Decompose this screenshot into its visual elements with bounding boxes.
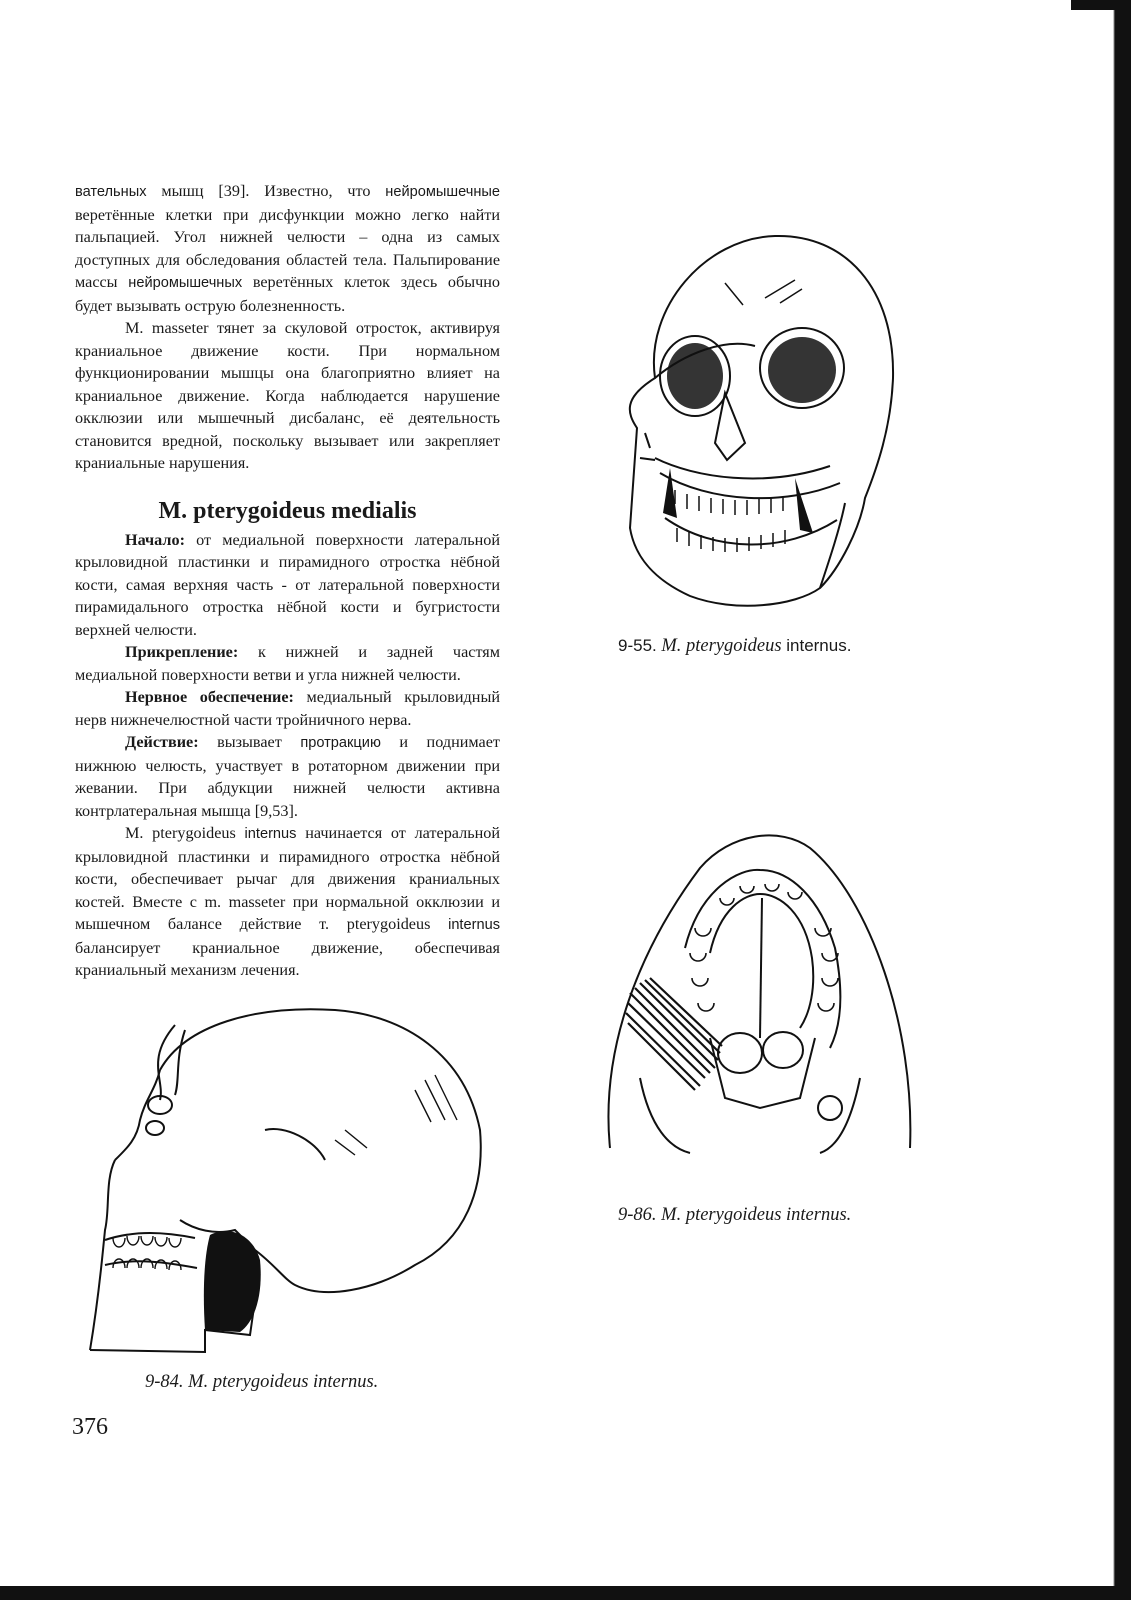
text-run: нейромышечных [128, 275, 243, 291]
text-run: вательных [75, 184, 147, 200]
intro-paragraph [75, 180, 500, 317]
figure-skull-inferior [600, 828, 920, 1173]
figure-caption-84: 9-84. M. pterygoideus internus. [145, 1372, 379, 1392]
figure-caption-86: 9-86. M. pterygoideus internus. [618, 1205, 852, 1225]
text-run: начинается от латеральной крыловидной пластинки и пирамидного отростка нёбной кости, обеспечивает рычаг для движения краниальных костей. Вместе с m. masseter при нормальной окклюзии и мышечном балансе действие т. pterygoideus [75, 824, 500, 933]
text-run: Действие: [125, 733, 199, 751]
text-run: M. pterygoideus [125, 824, 245, 842]
section-paragraph [75, 731, 500, 822]
page-edge-bottom [0, 1586, 1131, 1600]
intro-paragraphs [75, 180, 500, 475]
text-run: Нервное обеспечение: [125, 688, 294, 706]
section-body [75, 529, 500, 982]
section-paragraph [75, 641, 500, 686]
section-heading: M. pterygoideus medialis [158, 497, 417, 524]
figure-skull-frontal [615, 228, 905, 623]
section-paragraph [75, 529, 500, 642]
text-run: протракцию [300, 735, 381, 751]
muscle-shading [204, 1231, 261, 1332]
page-edge-right [1109, 0, 1131, 1600]
text-run: веретённых клеток здесь обычно будет вызывать острую болезненность. [75, 273, 500, 315]
text-run: M. masseter тянет за скуловой отросток, активируя краниальное движение кости. При нормальном функционировании мышцы она благоприятно влияет на краниальное движение. Когда наблюдается нарушение окклюзии или мышечный дисбаланс, её деятельность становится вредной, поскольку вызывает или закрепляет краниальные нарушения. [75, 319, 500, 472]
page-number: 376 [72, 1414, 108, 1440]
section-paragraph [75, 686, 500, 731]
figure-caption-55: 9-55. M. pterygoideus internus. [618, 636, 852, 656]
text-run: Начало: [125, 530, 185, 549]
intro-paragraph [75, 317, 500, 475]
page-corner [1071, 0, 1131, 10]
text-run: балансирует краниальное движение, обеспечивая краниальный механизм лечения. [75, 938, 500, 979]
text-run: и поднимает нижнюю челюсть, участвует в ротаторном движении при жевании. При абдукции нижней челюсти активна контрлатеральная мышца [9,53]. [75, 733, 500, 820]
text-run: к нижней и задней частям медиальной поверхности ветви и угла нижней челюсти. [75, 643, 500, 684]
text-run: веретённые клетки при дисфункции можно легко найти пальпацией. Угол нижней челюсти – одна из самых доступных для обследования областей тела. Пальпирование массы [75, 205, 500, 291]
text-column [75, 180, 500, 982]
figure-skull-lateral [85, 1000, 485, 1365]
text-run: нейромышечные [385, 184, 500, 200]
text-run: мышц [39]. Известно, что [146, 182, 386, 200]
text-run: от медиальной поверхности латеральной крыловидной пластинки и пирамидного отростка нёбной кости, самая верхняя часть - от латеральной поверхности пирамидального отростка нёбной кости и бугристости верхней челюсти. [75, 530, 500, 639]
text-run: internus [244, 826, 297, 842]
text-run: Прикрепление: [125, 643, 239, 661]
text-run: internus [448, 917, 500, 933]
text-run: вызывает [198, 733, 301, 751]
text-run: медиальный крыловидный нерв нижнечелюстной части тройничного нерва. [75, 688, 500, 729]
section-paragraph [75, 822, 500, 982]
